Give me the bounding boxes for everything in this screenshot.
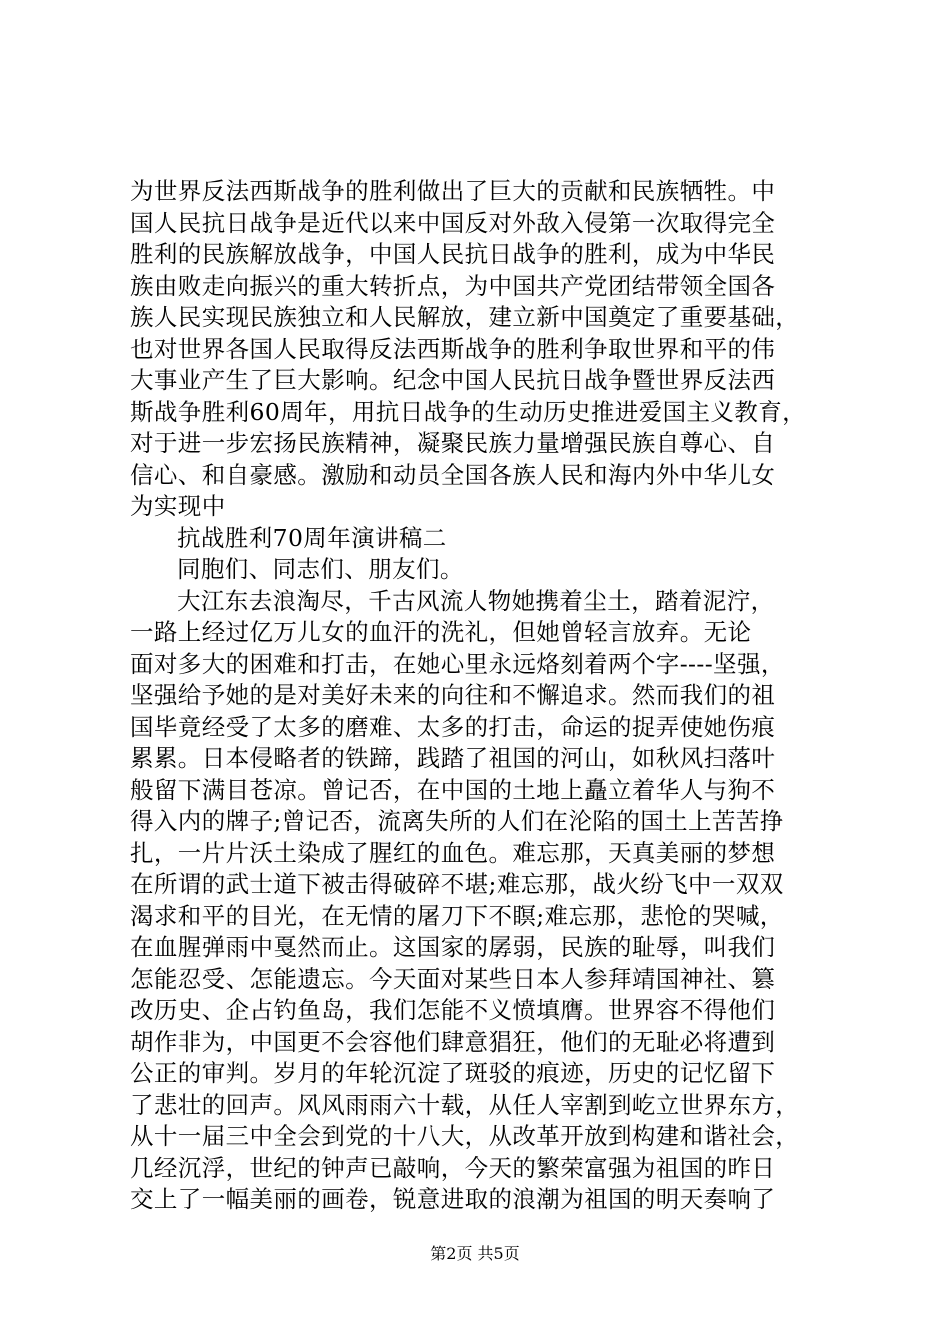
text-line: 一路上经过亿万儿女的血汗的洗礼，但她曾轻言放弃。无论 — [130, 618, 752, 646]
text-line: 面对多大的困难和打击，在她心里永远烙刻着两个字----坚强， — [130, 649, 785, 678]
text-line: 几经沉浮，世纪的钟声已敲响，今天的繁荣富强为祖国的昨日 — [130, 1153, 776, 1182]
text-line: 公正的审判。岁月的年轮沉淀了斑驳的痕迹，历史的记忆留下 — [130, 1059, 776, 1087]
text-line: 也对世界各国人民取得反法西斯战争的胜利争取世界和平的伟 — [130, 334, 776, 363]
text-line: 得入内的牌子;曾记否，流离失所的人们在沦陷的国土上苦苦挣 — [130, 807, 784, 835]
text-line: 斯战争胜利60周年，用抗日战争的生动历史推进爱国主义教育， — [130, 397, 807, 426]
page-number-footer: 第2页 共5页 — [430, 1244, 520, 1263]
text-line: 交上了一幅美丽的画卷，锐意进取的浪潮为祖国的明天奏响了 — [130, 1185, 776, 1213]
text-line: 国毕竟经受了太多的磨难、太多的打击，命运的捉弄使她伤痕 — [130, 712, 776, 741]
text-line: 胜利的民族解放战争，中国人民抗日战争的胜利，成为中华民 — [130, 240, 776, 268]
salutation: 同胞们、同志们、朋友们。 — [177, 555, 464, 583]
text-line: 改历史、企占钓鱼岛，我们怎能不义愤填膺。世界容不得他们 — [130, 996, 776, 1024]
text-line: 般留下满目苍凉。曾记否，在中国的土地上矗立着华人与狗不 — [130, 775, 776, 804]
text-line: 为实现中 — [130, 492, 226, 520]
text-line: 国人民抗日战争是近代以来中国反对外敌入侵第一次取得完全 — [130, 208, 776, 237]
text-line: 在血腥弹雨中戛然而止。这国家的孱弱，民族的耻辱，叫我们 — [130, 933, 776, 961]
text-line: 怎能忍受、怎能遗忘。今天面对某些日本人参拜靖国神社、篡 — [130, 964, 776, 993]
text-line: 扎，一片片沃土染成了腥红的血色。难忘那，天真美丽的梦想 — [130, 838, 776, 867]
text-line: 从十一届三中全会到党的十八大，从改革开放到构建和谐社会， — [130, 1122, 800, 1150]
text-line: 族由败走向振兴的重大转折点，为中国共产党团结带领全国各 — [130, 271, 776, 300]
text-line: 累累。日本侵略者的铁蹄，践踏了祖国的河山，如秋风扫落叶 — [130, 744, 776, 772]
text-line: 了悲壮的回声。风风雨雨六十载，从任人宰割到屹立世界东方， — [130, 1090, 800, 1119]
text-line: 大事业产生了巨大影响。纪念中国人民抗日战争暨世界反法西 — [130, 366, 776, 394]
document-body — [130, 176, 830, 1216]
text-line: 为世界反法西斯战争的胜利做出了巨大的贡献和民族牺牲。中 — [130, 177, 776, 205]
text-line: 在所谓的武士道下被击得破碎不堪;难忘那，战火纷飞中一双双 — [130, 870, 784, 898]
text-line: 坚强给予她的是对美好未来的向往和不懈追求。然而我们的祖 — [130, 681, 776, 709]
text-line: 胡作非为，中国更不会容他们肆意猖狂，他们的无耻必将遭到 — [130, 1027, 776, 1056]
text-line: 族人民实现民族独立和人民解放，建立新中国奠定了重要基础， — [130, 303, 800, 331]
text-line: 大江东去浪淘尽，千古风流人物她携着尘土，踏着泥泞， — [177, 586, 775, 615]
text-line: 对于进一步宏扬民族精神，凝聚民族力量增强民族自尊心、自 — [130, 429, 776, 457]
section-heading: 抗战胜利70周年演讲稿二 — [177, 523, 447, 552]
text-line: 信心、和自豪感。激励和动员全国各族人民和海内外中华儿女 — [130, 460, 776, 489]
text-line: 渴求和平的目光，在无情的屠刀下不瞑;难忘那，悲怆的哭喊， — [130, 901, 784, 930]
